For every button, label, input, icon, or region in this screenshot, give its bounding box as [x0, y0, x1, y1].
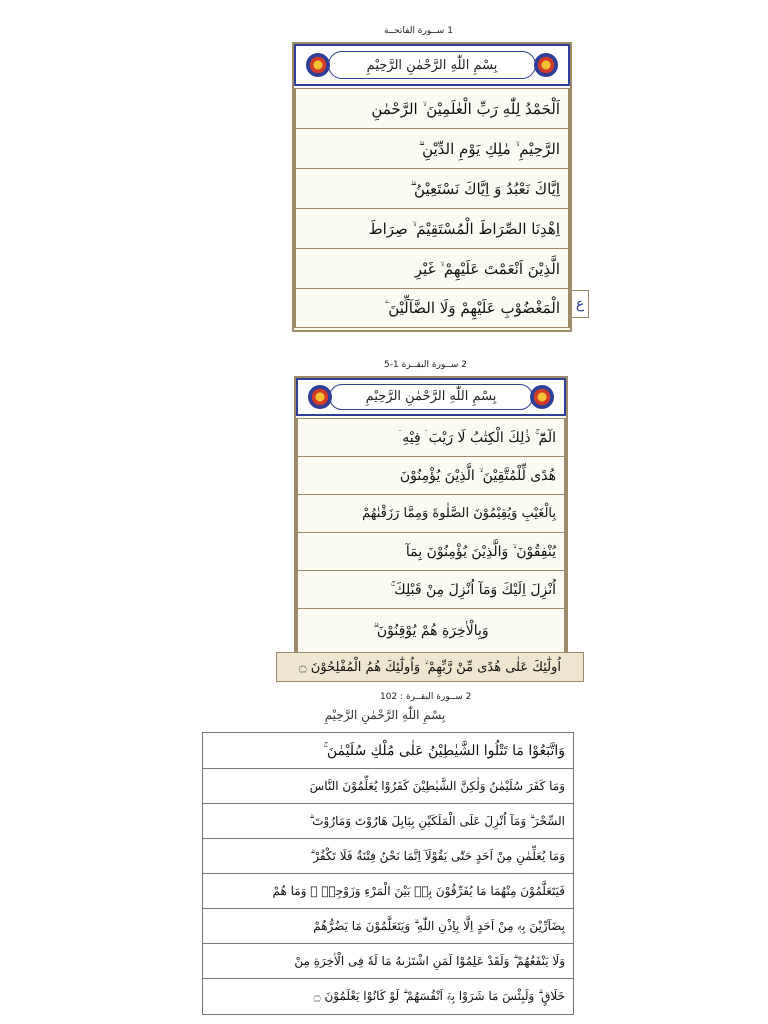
fatiha-bismillah: بِسْمِ اللّٰهِ الرَّحْمٰنِ الرَّحِيْمِ — [328, 51, 537, 80]
verse-line: اِهْدِنَا الصِّرَاطَ الْمُسْتَقِيْمَ ۙ صِرَاطَ — [294, 208, 570, 248]
section-1-title: 1 ســورة الفاتحــة — [384, 26, 453, 36]
verse-line: الَّذِيْنَ اَنْعَمْتَ عَلَيْهِمْ ۙ غَيْرِ — [294, 248, 570, 288]
section-3-title: 2 ســورة البقــرة : 102 — [380, 692, 472, 702]
verse-line: اُنْزِلَ اِلَيْكَ وَمَآ اُنْزِلَ مِنْ قَبْلِكَ ۚ — [296, 570, 566, 608]
baqarah-panel — [294, 376, 568, 654]
section-2-title: 2 ســورة البقــرة 1-5 — [384, 360, 468, 370]
verse-line: الرَّحِيْمِ ۙ مٰلِكِ يَوْمِ الدِّيْنِ ۗ — [294, 128, 570, 168]
verse-line: اَلْحَمْدُ لِلّٰهِ رَبِّ الْعٰلَمِيْنَ ۙ الرَّحْمٰنِ — [294, 88, 570, 128]
verse-line: يُنْفِقُوْنَ ۙ وَالَّذِيْنَ يُؤْمِنُوْنَ بِمَآ — [296, 532, 566, 570]
verse-line: وَمَا يُعَلِّمٰنِ مِنْ اَحَدٍ حَتّٰى يَقُوْلَآ اِنَّمَا نَحْنُ فِتْنَةٌ فَلَا تَكْفُرْ ۗ — [202, 839, 574, 874]
section-3-bismillah: بِسْمِ اللّٰهِ الرَّحْمٰنِ الرَّحِيْمِ — [324, 708, 446, 722]
verse-line: بِضَآرِّيْنَ بِهٖ مِنْ اَحَدٍ اِلَّا بِاِذْنِ اللّٰهِ ۗ وَيَتَعَلَّمُوْنَ مَا يَضُرُّهُمْ — [202, 909, 574, 944]
ayah-102-panel — [202, 732, 574, 1016]
verse-line: الٓمّٓ ۚ ذٰلِكَ الْكِتٰبُ لَا رَيْبَ ۛ فِيْهِ ۛ — [296, 418, 566, 456]
fatiha-panel — [292, 42, 572, 332]
verse-line: خَلَاقٍ ۗ وَلَبِئْسَ مَا شَرَوْا بِهٖٓ اَنْفُسَهُمْ ۗ لَوْ كَانُوْا يَعْلَمُوْنَ ۝ — [202, 979, 574, 1015]
fatiha-bismillah-frame — [294, 44, 570, 86]
baqarah-bismillah-frame — [296, 378, 566, 416]
rosette-icon — [306, 53, 330, 77]
verse-line: الْمَغْضُوْبِ عَلَيْهِمْ وَلَا الضَّآلِّيْنَ ۧ — [294, 288, 570, 328]
baqarah-footer-verse: اُولٰٓئِكَ عَلٰى هُدًى مِّنْ رَّبِّهِمْ ۙ وَاُولٰٓئِكَ هُمُ الْمُفْلِحُوْنَ ۝ — [276, 652, 584, 682]
verse-line: هُدًى لِّلْمُتَّقِيْنَ ۙ الَّذِيْنَ يُؤْمِنُوْنَ — [296, 456, 566, 494]
rosette-icon — [534, 53, 558, 77]
verse-line: اِيَّاكَ نَعْبُدُ وَ اِيَّاكَ نَسْتَعِيْنُ ۗ — [294, 168, 570, 208]
verse-line: فَيَتَعَلَّمُوْنَ مِنْهُمَا مَا يُفَرِّقُوْنَ بِهٖ بَيْنَ الْمَرْءِ وَزَوْجِهٖ ۗ وَمَا هُمْ — [202, 874, 574, 909]
verse-line: وَمَا كَفَرَ سُلَيْمٰنُ وَلٰكِنَّ الشَّيٰطِيْنَ كَفَرُوْا يُعَلِّمُوْنَ النَّاسَ — [202, 769, 574, 804]
verse-line: السِّحْرَ ۗ وَمَآ اُنْزِلَ عَلَى الْمَلَكَيْنِ بِبَابِلَ هَارُوْتَ وَمَارُوْتَ ۗ — [202, 804, 574, 839]
verse-line: وَاتَّبَعُوْا مَا تَتْلُوا الشَّيٰطِيْنُ عَلٰى مُلْكِ سُلَيْمٰنَ ۚ — [202, 733, 574, 769]
baqarah-bismillah: بِسْمِ اللّٰهِ الرَّحْمٰنِ الرَّحِيْمِ — [329, 384, 533, 410]
verse-line: بِالْغَيْبِ وَيُقِيْمُوْنَ الصَّلٰوةَ وَمِمَّا رَزَقْنٰهُمْ — [296, 494, 566, 532]
verse-line: وَلَا يَنْفَعُهُمْ ۗ وَلَقَدْ عَلِمُوْا لَمَنِ اشْتَرٰىهُ مَا لَهٗ فِى الْاٰخِرَةِ مِنْ — [202, 944, 574, 979]
verse-line: وَبِالْاٰخِرَةِ هُمْ يُوْقِنُوْنَ ۗ — [296, 608, 566, 652]
ruku-marker: ع — [571, 290, 589, 318]
rosette-icon — [308, 385, 332, 409]
rosette-icon — [530, 385, 554, 409]
